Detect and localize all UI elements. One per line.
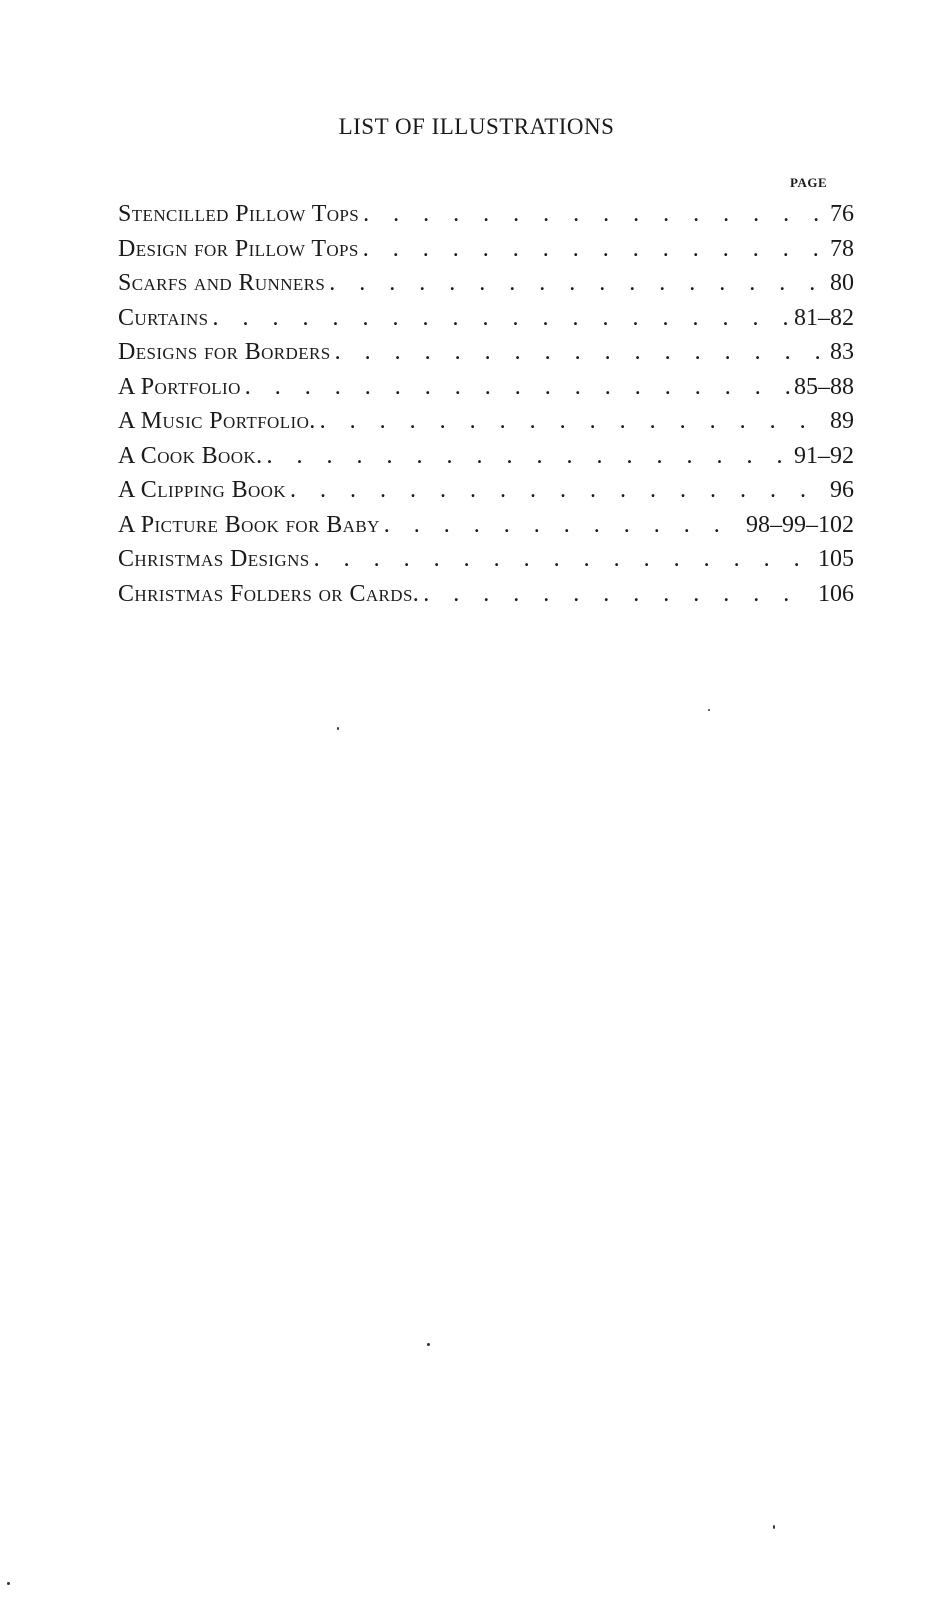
entry-page: 76 [830, 201, 854, 227]
list-item [118, 232, 854, 267]
page-title: LIST OF ILLUSTRATIONS [338, 114, 615, 139]
entry-page: 80 [830, 270, 854, 296]
page-column-label: PAGE [790, 175, 828, 190]
entry-title: Stencilled Pillow Tops [118, 201, 360, 227]
list-item [118, 266, 854, 301]
dot-leader [384, 508, 742, 543]
entry-title: Designs for Borders [118, 339, 331, 365]
dot-leader [314, 542, 814, 577]
entry-page: 105 [818, 546, 854, 572]
list-item [118, 508, 854, 543]
entry-page: 78 [830, 235, 854, 262]
dot-leader [335, 335, 826, 370]
list-item [118, 404, 854, 439]
entry-title: A Cook Book. [118, 442, 263, 469]
dot-leader [245, 370, 790, 405]
dot-leader [320, 404, 826, 439]
list-item [118, 335, 854, 370]
dot-leader [329, 266, 826, 301]
entry-title: A Clipping Book [118, 477, 287, 503]
entry-title: Scarfs and Runners [118, 270, 326, 296]
scan-speck [7, 1582, 10, 1585]
scan-speck [708, 709, 710, 711]
scan-speck [337, 727, 339, 730]
entry-page: 96 [830, 477, 854, 503]
entry-page: 89 [830, 408, 854, 434]
entry-page: 81–82 [794, 304, 854, 331]
dot-leader [213, 301, 791, 336]
entry-page: 85–88 [794, 373, 854, 400]
list-item [118, 577, 854, 612]
list-item [118, 301, 854, 336]
illustrations-list [118, 197, 854, 611]
dot-leader [290, 473, 826, 508]
dot-leader [363, 197, 826, 232]
entry-page: 83 [830, 339, 854, 365]
entry-page: 98–99–102 [746, 511, 854, 538]
list-item [118, 473, 854, 508]
entry-title: Design for Pillow Tops [118, 235, 359, 262]
dot-leader [267, 439, 791, 474]
entry-title: A Portfolio [118, 373, 241, 400]
entry-title: Christmas Designs [118, 546, 310, 572]
list-item [118, 197, 854, 232]
entry-title: Christmas Folders or Cards. [118, 580, 420, 607]
entry-title: A Music Portfolio. [118, 408, 316, 434]
entry-title: A Picture Book for Baby [118, 511, 380, 538]
entry-page: 91–92 [794, 442, 854, 469]
dot-leader [423, 577, 814, 612]
scan-speck [427, 1343, 430, 1346]
list-item [118, 439, 854, 474]
dot-leader [363, 232, 826, 267]
list-item [118, 542, 854, 577]
entry-page: 106 [818, 580, 854, 607]
list-item [118, 370, 854, 405]
scan-speck [773, 1525, 775, 1529]
entry-title: Curtains [118, 304, 209, 331]
